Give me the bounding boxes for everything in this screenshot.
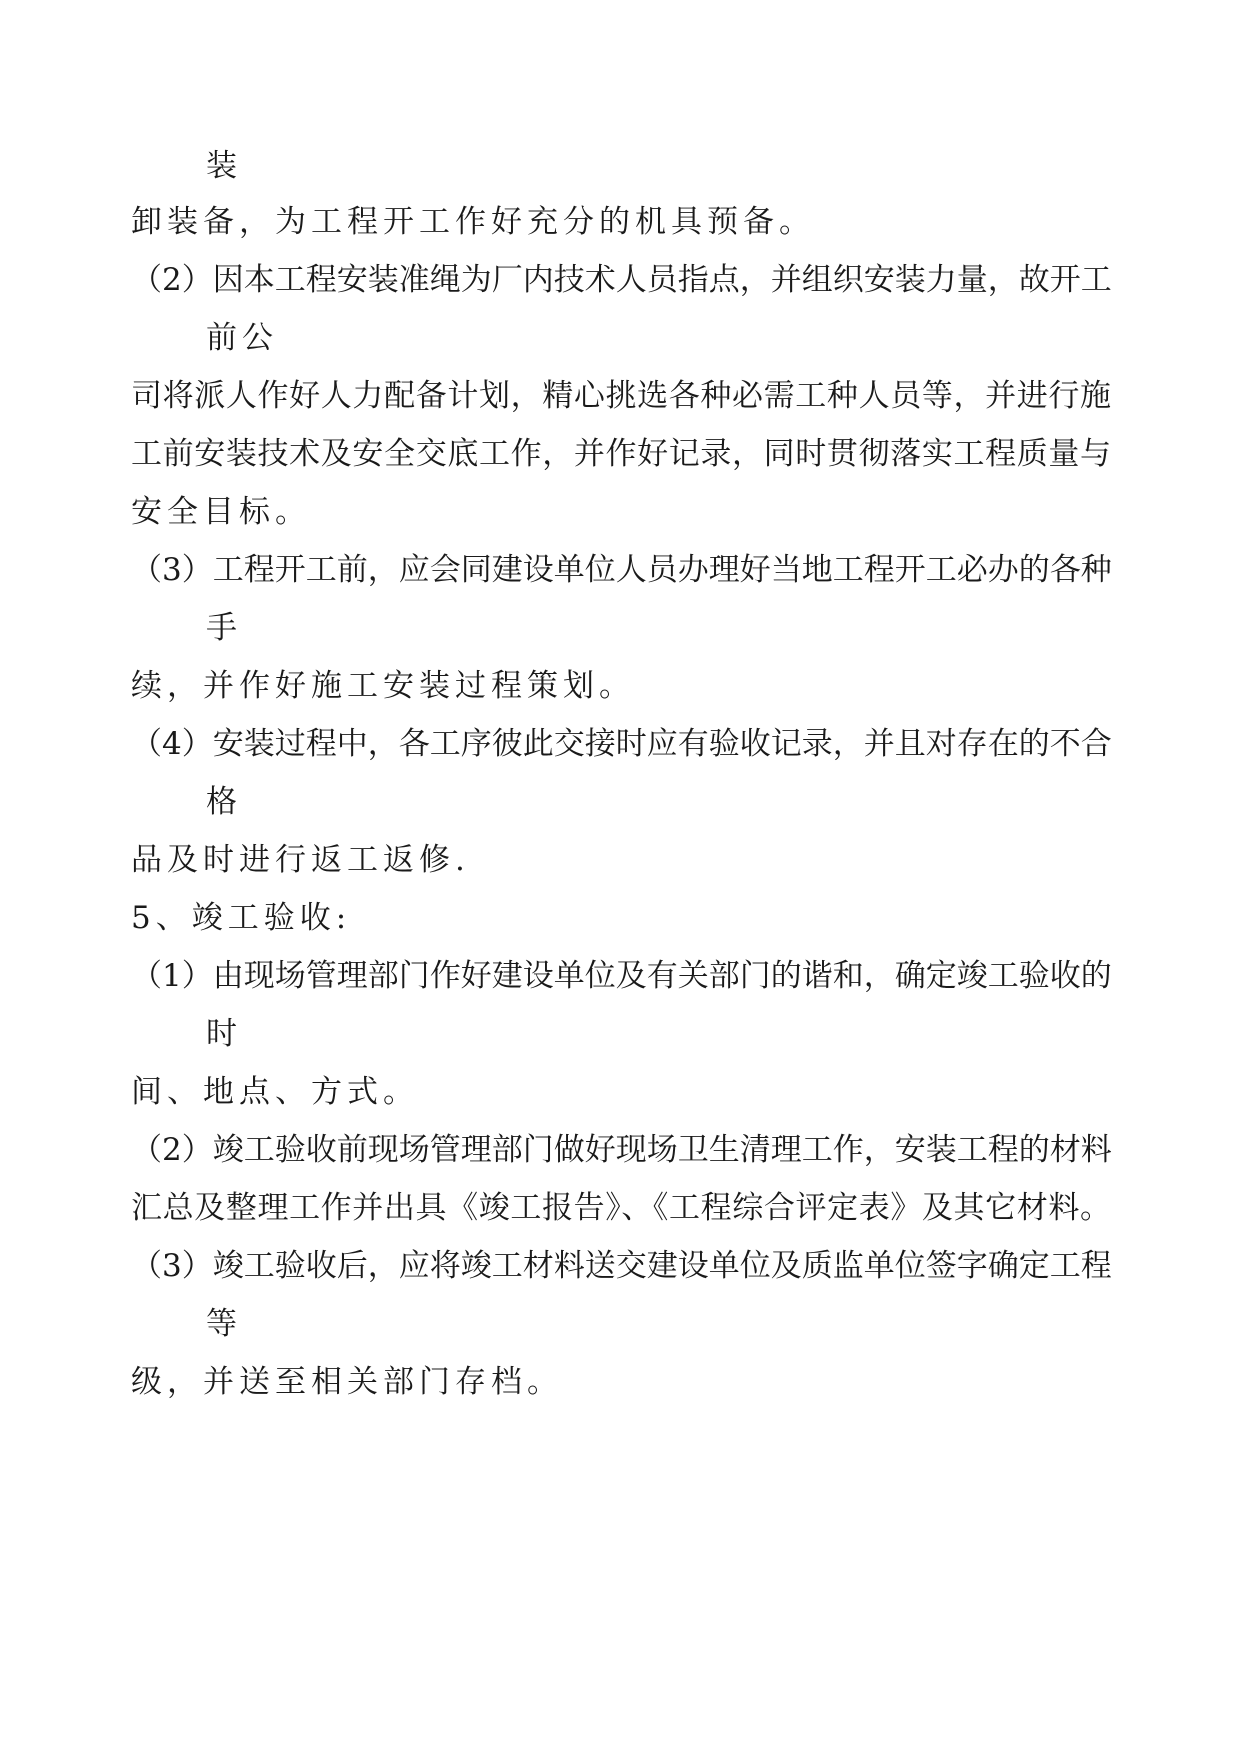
text-line: 间、地点、方式。: [131, 1074, 419, 1110]
text-line: （4）安装过程中，各工序彼此交接时应有验收记录，并且对存在的不合: [131, 726, 1112, 762]
text-line: 司将派人作好人力配备计划，精心挑选各种必需工种人员等，并进行施: [131, 378, 1111, 414]
text-line: 时: [206, 1016, 242, 1052]
text-line: 级，并送至相关部门存档。: [131, 1364, 563, 1400]
text-line: 工前安装技术及安全交底工作，并作好记录，同时贯彻落实工程质量与: [131, 436, 1111, 472]
text-line: 续，并作好施工安装过程策划。: [131, 668, 635, 704]
text-line: 安全目标。: [131, 494, 311, 530]
text-line: （2）竣工验收前现场管理部门做好现场卫生清理工作，安装工程的材料: [131, 1132, 1112, 1168]
text-line: 品及时进行返工返修.: [131, 842, 470, 878]
text-line: 装: [206, 148, 242, 184]
text-line: （3）竣工验收后，应将竣工材料送交建设单位及质监单位签字确定工程: [131, 1248, 1112, 1284]
text-line: 卸装备，为工程开工作好充分的机具预备。: [131, 204, 815, 240]
text-line: 等: [206, 1306, 242, 1342]
text-line: 前公: [206, 320, 278, 356]
text-line: 格: [206, 784, 242, 820]
text-line: （2）因本工程安装准绳为厂内技术人员指点，并组织安装力量，故开工: [131, 262, 1112, 298]
text-line: 手: [206, 610, 242, 646]
section-heading: 5、竣工验收:: [131, 900, 352, 936]
text-line: （3）工程开工前，应会同建设单位人员办理好当地工程开工必办的各种: [131, 552, 1112, 588]
text-line: （1）由现场管理部门作好建设单位及有关部门的谐和，确定竣工验收的: [131, 958, 1112, 994]
text-line: 汇总及整理工作并出具《竣工报告》、《工程综合评定表》及其它材料。: [131, 1190, 1111, 1226]
